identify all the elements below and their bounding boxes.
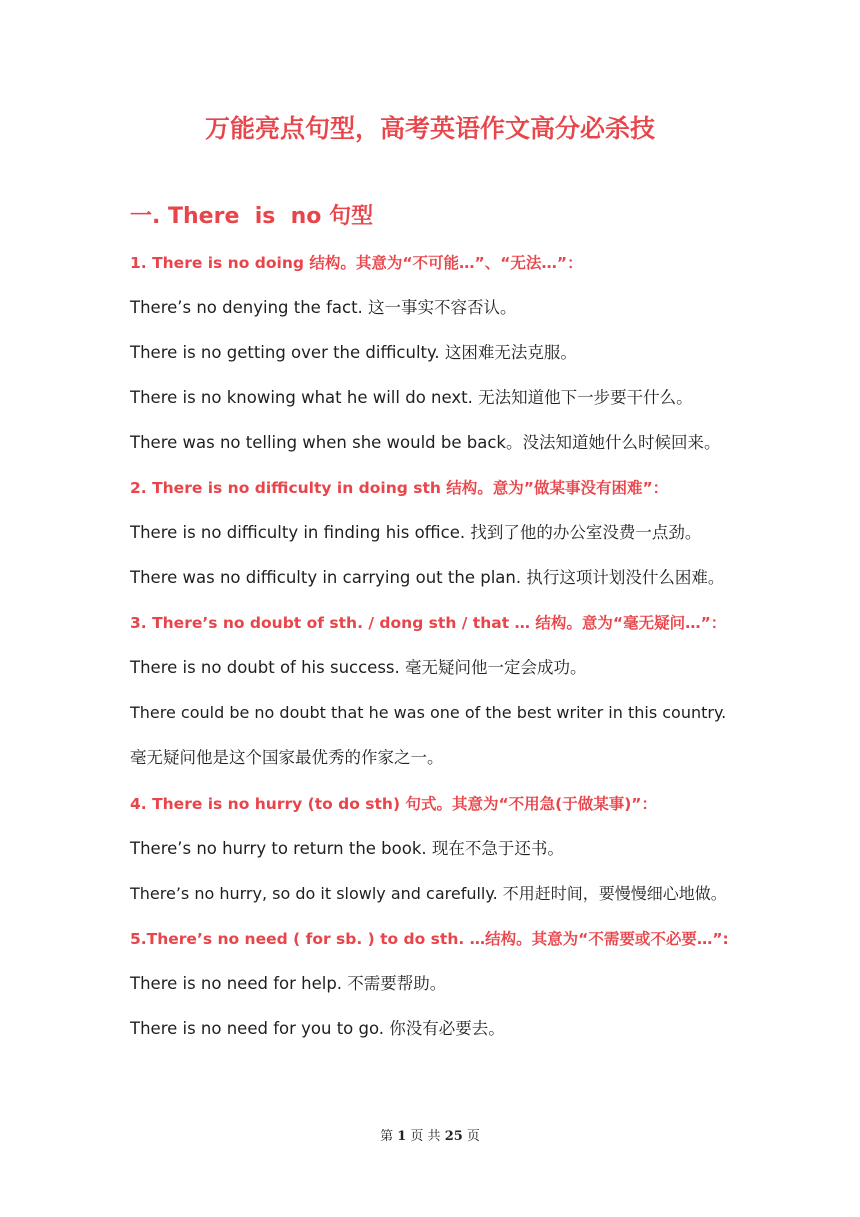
rule-heading-2: 2. There is no difficulty in doing sth 结构。意为”做某事没有困难”：	[130, 479, 669, 497]
rule-heading-4: 4. There is no hurry (to do sth) 句式。其意为“不用急(于做某事)”：	[130, 795, 657, 813]
example-line: 毫无疑问他是这个国家最优秀的作家之一。	[130, 748, 444, 767]
example-line: There’s no hurry to return the book. 现在不急于还书。	[130, 839, 564, 858]
example-line: There is no knowing what he will do next. 无法知道他下一步要干什么。	[130, 388, 693, 407]
footer-suffix: 页	[466, 1129, 480, 1144]
example-line: There was no telling when she would be back。没法知道她什么时候回来。	[130, 433, 721, 452]
example-line: There is no doubt of his success. 毫无疑问他一定会成功。	[130, 658, 587, 677]
rule-heading-1: 1. There is no doing 结构。其意为“不可能…”、“无法…”：	[130, 254, 583, 272]
current-page-number: 1	[397, 1129, 407, 1144]
rule-heading-5: 5.There’s no need ( for sb. ) to do sth. …结构。其意为“不需要或不必要…”:	[130, 930, 729, 948]
example-line: There is no getting over the difficulty. 这困难无法克服。	[130, 343, 577, 362]
footer-middle: 页 共	[410, 1129, 441, 1144]
document-title: 万能亮点句型，高考英语作文高分必杀技	[204, 114, 655, 143]
rule-heading-3: 3. There’s no doubt of sth. / dong sth / that … 结构。意为“毫无疑问…”：	[130, 614, 727, 632]
footer-prefix: 第	[380, 1129, 394, 1144]
example-line: There’s no hurry, so do it slowly and carefully. 不用赶时间，要慢慢细心地做。	[130, 884, 727, 903]
example-line: There’s no denying the fact. 这一事实不容否认。	[130, 298, 517, 317]
section-heading: 一. There is no 句型	[130, 204, 374, 229]
example-line: There could be no doubt that he was one of the best writer in this country.	[130, 703, 727, 722]
page-number-footer	[0, 1127, 860, 1147]
example-line: There is no need for help. 不需要帮助。	[130, 974, 447, 993]
example-line: There is no need for you to go. 你没有必要去。	[130, 1019, 505, 1038]
example-line: There was no difficulty in carrying out the plan. 执行这项计划没什么困难。	[130, 568, 725, 587]
total-page-count: 25	[444, 1129, 463, 1144]
example-line: There is no difficulty in finding his office. 找到了他的办公室没费一点劲。	[130, 523, 702, 542]
